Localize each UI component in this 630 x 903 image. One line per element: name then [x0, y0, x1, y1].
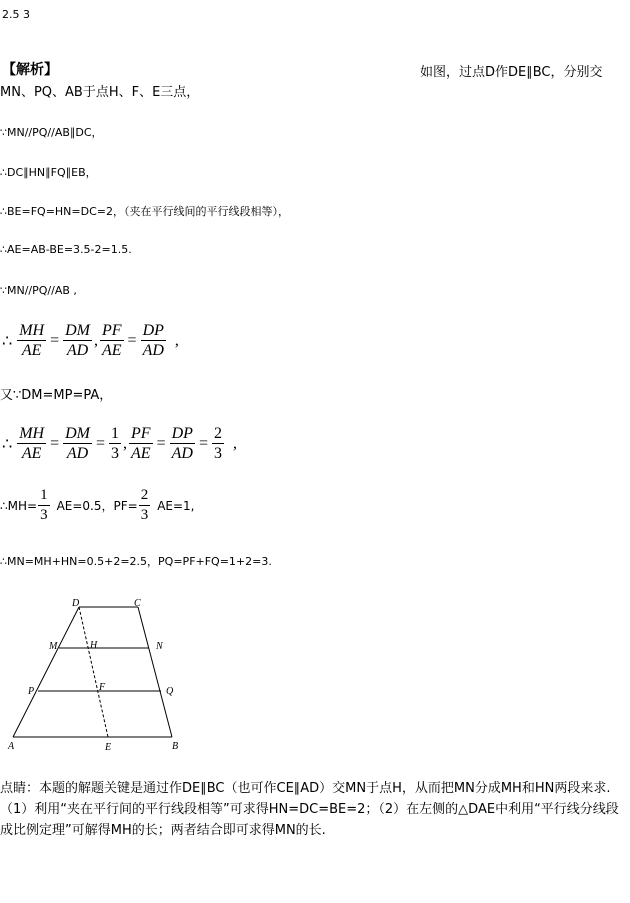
- equation-ratio-2: ∴ $\frac{MH}{AE}$ = $\frac{DM}{AD}$ = $\frac{1}{3}$ , $\frac{PF}{AE}$ = $\frac{DP}{AD}$ = $\frac{2}{3}$ ,: [2, 425, 237, 462]
- fraction-mh-ae: $\frac{MH}{AE}$: [19, 425, 45, 462]
- label-a: A: [8, 741, 15, 752]
- step-line-7: 又∵DM=MP=PA，: [0, 388, 113, 403]
- fraction-dp-ad: $\frac{DP}{AD}$: [142, 322, 164, 359]
- label-q: Q: [166, 686, 174, 697]
- segment-da: [13, 607, 79, 737]
- fraction-two-thirds: $\frac{2}{3}$: [213, 425, 222, 462]
- equation-values: [0, 487, 195, 524]
- label-c: C: [134, 598, 141, 609]
- equation-ratio-1: ∴ $\frac{MH}{AE}$ = $\frac{DM}{AD}$ , $\frac{PF}{AE}$ = $\frac{DP}{AD}$ ,: [2, 322, 179, 359]
- label-e: E: [105, 742, 112, 753]
- fraction-two-thirds: $\frac{2}{3}$: [140, 487, 149, 523]
- segment-cb: [138, 607, 172, 737]
- eq3-prefix: ∴MH=: [0, 498, 38, 513]
- fraction-pf-ae: $\frac{PF}{AE}$: [131, 425, 151, 462]
- label-d: D: [72, 598, 80, 609]
- eq3-mid: AE=0.5，PF=: [56, 499, 138, 513]
- label-n: N: [156, 641, 163, 652]
- key-point-note: 点睛：本题的解题关键是通过作DE∥BC（也可作CE∥AD）交MN于点H，从而把MN分成MH和HN两段来求.（1）利用“夹在平行间的平行线段相等”可求得HN=DC=BE=2；（2）在左侧的△DAE中利用“平行线分线段成比例定理”可解得MH的长；两者结合即可求得MN的长.: [0, 781, 619, 838]
- fraction-dp-ad: $\frac{DP}{AD}$: [171, 425, 193, 462]
- analysis-tag: 【解析】: [2, 62, 58, 78]
- step-line-4: ∴AE=AB-BE=3.5-2=1.5.: [0, 243, 132, 256]
- therefore-symbol: ∴: [2, 434, 13, 453]
- step-line-10: ∴MN=MH+HN=0.5+2=2.5，PQ=PF+FQ=1+2=3.: [0, 555, 272, 568]
- answer-text: 2.5 3: [2, 8, 30, 21]
- fraction-one-third: $\frac{1}{3}$: [40, 487, 48, 523]
- label-p: P: [28, 686, 35, 697]
- label-f: F: [99, 682, 106, 693]
- step-line-1: ∵MN//PQ//AB∥DC，: [0, 126, 103, 139]
- eq3-suffix: AE=1,: [157, 498, 195, 513]
- step-line-2: ∴DC∥HN∥FQ∥EB，: [0, 166, 97, 179]
- fraction-mh-ae: $\frac{MH}{AE}$: [19, 322, 45, 359]
- fraction-dm-ad: $\frac{DM}{AD}$: [65, 322, 90, 359]
- step-line-3: ∴BE=FQ=HN=DC=2，（夹在平行线间的平行线段相等），: [0, 205, 289, 218]
- intro-left: MN、PQ、AB于点H、F、E三点，: [0, 85, 200, 100]
- intro-right: 如图，过点D作DE∥BC，分别交: [420, 65, 603, 80]
- step-line-5: ∵MN//PQ//AB ,: [0, 284, 77, 297]
- label-m: M: [49, 641, 58, 652]
- label-h: H: [90, 640, 98, 651]
- fraction-dm-ad: $\frac{DM}{AD}$: [65, 425, 90, 462]
- label-b: B: [172, 741, 179, 752]
- segment-de-dashed: [79, 607, 108, 737]
- trapezoid-figure: [0, 592, 200, 757]
- fraction-pf-ae: $\frac{PF}{AE}$: [102, 322, 122, 359]
- therefore-symbol: ∴: [2, 331, 13, 350]
- fraction-one-third: $\frac{1}{3}$: [111, 425, 120, 462]
